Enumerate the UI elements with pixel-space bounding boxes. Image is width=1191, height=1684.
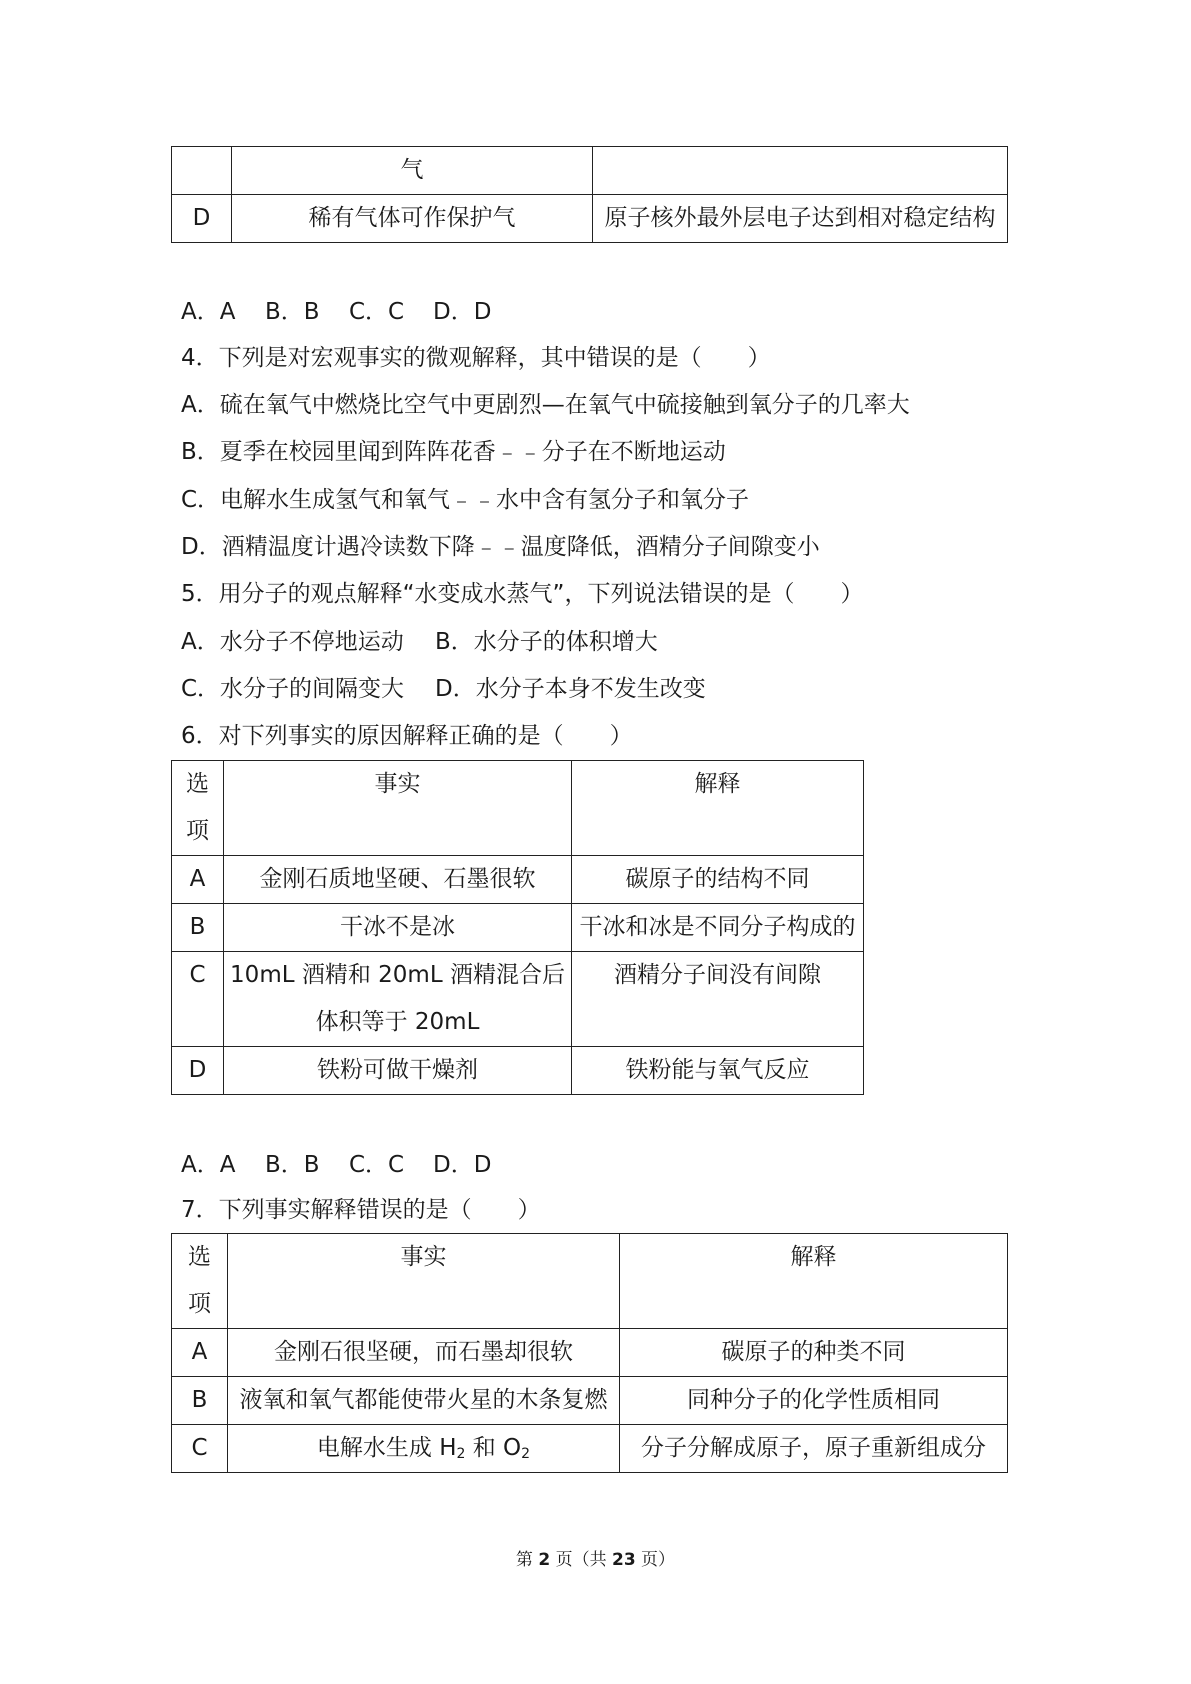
cell-fact: 气 (232, 147, 593, 195)
option-c: C．C (349, 1152, 405, 1178)
subscript: 2 (521, 1446, 531, 1462)
q6-stem: 6．对下列事实的原因解释正确的是（ ） (181, 723, 633, 749)
q4-option-d: D．酒精温度计遇冷读数下降﹣﹣温度降低，酒精分子间隙变小 (181, 534, 820, 560)
footer-post: 页） (635, 1550, 676, 1570)
q5-option-c: C．水分子的间隔变大 (181, 676, 405, 702)
q6-options (181, 1150, 491, 1180)
q5-stem: 5．用分子的观点解释“水变成水蒸气”，下列说法错误的是（ ） (181, 581, 864, 607)
cell-fact: 铁粉可做干燥剂 (224, 1047, 572, 1095)
cell-option: A (172, 1329, 228, 1377)
header-explanation: 解释 (572, 761, 864, 856)
header-fact: 事实 (228, 1234, 620, 1329)
option-d: D．D (433, 299, 492, 325)
cell-fact: 稀有气体可作保护气 (232, 195, 593, 243)
table-row (172, 195, 1008, 243)
option-c: C．C (349, 299, 405, 325)
cell-option: D (172, 195, 232, 243)
table-row (172, 904, 864, 952)
cell-explanation: 铁粉能与氧气反应 (572, 1047, 864, 1095)
cell-explanation (593, 147, 1008, 195)
q4-option-b: B．夏季在校园里闻到阵阵花香﹣﹣分子在不断地运动 (181, 439, 726, 465)
option-b: B．B (265, 299, 320, 325)
table-header-row (172, 761, 864, 856)
cell-explanation: 同种分子的化学性质相同 (620, 1377, 1008, 1425)
fact-text-mid: 和 O (465, 1435, 522, 1461)
option-d: D．D (433, 1152, 492, 1178)
table-header-row (172, 1234, 1008, 1329)
cell-option: D (172, 1047, 224, 1095)
q5-option-d: D．水分子本身不发生改变 (435, 676, 706, 702)
cell-option: B (172, 1377, 228, 1425)
table-q3-continued (171, 146, 1008, 243)
cell-fact: 干冰不是冰 (224, 904, 572, 952)
subscript: 2 (456, 1446, 466, 1462)
q4-option-a: A．硫在氧气中燃烧比空气中更剧烈—在氧气中硫接触到氧分子的几率大 (181, 392, 910, 418)
cell-explanation: 干冰和冰是不同分子构成的 (572, 904, 864, 952)
cell-option: B (172, 904, 224, 952)
option-a: A．A (181, 299, 236, 325)
cell-explanation: 原子核外最外层电子达到相对稳定结构 (593, 195, 1008, 243)
cell-fact: 金刚石质地坚硬、石墨很软 (224, 856, 572, 904)
page-number: 2 (538, 1550, 551, 1570)
q3-options (181, 297, 491, 327)
fact-text-pre: 电解水生成 H (316, 1435, 457, 1461)
footer-mid: 页（共 (550, 1550, 612, 1570)
q7-stem: 7．下列事实解释错误的是（ ） (181, 1197, 541, 1223)
cell-fact: 10mL 酒精和 20mL 酒精混合后体积等于 20mL (224, 952, 572, 1047)
header-explanation: 解释 (620, 1234, 1008, 1329)
cell-explanation: 酒精分子间没有间隙 (572, 952, 864, 1047)
table-row (172, 1329, 1008, 1377)
cell-explanation: 碳原子的结构不同 (572, 856, 864, 904)
cell-fact: 金刚石很坚硬，而石墨却很软 (228, 1329, 620, 1377)
cell-explanation: 分子分解成原子，原子重新组成分 (620, 1425, 1008, 1473)
table-q6 (171, 760, 864, 1095)
q5-options-row2 (181, 674, 706, 704)
table-row (172, 952, 864, 1047)
q4-option-c: C．电解水生成氢气和氧气﹣﹣水中含有氢分子和氧分子 (181, 487, 750, 513)
cell-option: C (172, 952, 224, 1047)
table-row (172, 1425, 1008, 1473)
header-option: 选项 (172, 1234, 228, 1329)
page-footer (0, 1545, 1191, 1570)
cell-fact: 液氧和氧气都能使带火星的木条复燃 (228, 1377, 620, 1425)
option-b: B．B (265, 1152, 320, 1178)
footer-pre: 第 (515, 1550, 539, 1570)
header-fact: 事实 (224, 761, 572, 856)
total-pages: 23 (611, 1550, 636, 1570)
table-row (172, 147, 1008, 195)
cell-fact (228, 1425, 620, 1473)
q5-option-a: A．水分子不停地运动 (181, 629, 404, 655)
table-row (172, 856, 864, 904)
cell-option: A (172, 856, 224, 904)
cell-option (172, 147, 232, 195)
q5-options-row1 (181, 627, 658, 657)
table-row (172, 1377, 1008, 1425)
table-row (172, 1047, 864, 1095)
cell-explanation: 碳原子的种类不同 (620, 1329, 1008, 1377)
q4-stem: 4．下列是对宏观事实的微观解释，其中错误的是（ ） (181, 345, 771, 371)
option-a: A．A (181, 1152, 236, 1178)
header-option: 选项 (172, 761, 224, 856)
cell-option: C (172, 1425, 228, 1473)
table-q7 (171, 1233, 1008, 1473)
q5-option-b: B．水分子的体积增大 (435, 629, 658, 655)
